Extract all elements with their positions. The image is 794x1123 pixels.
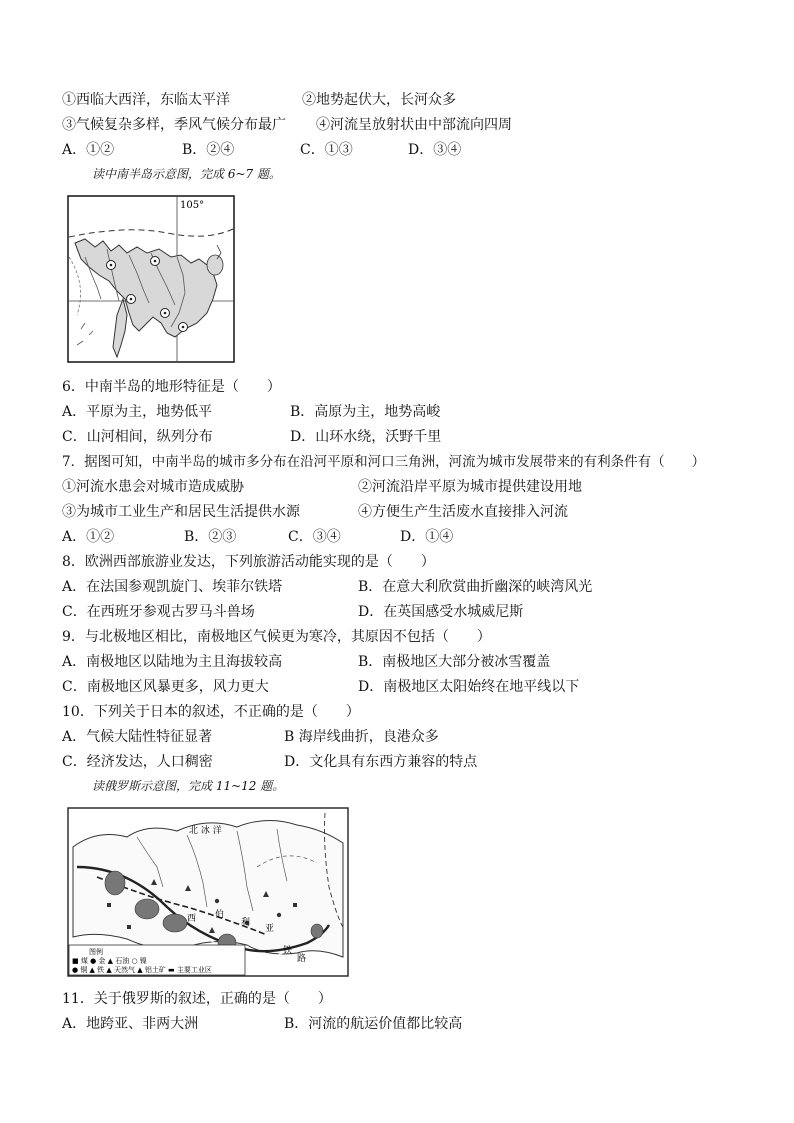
- region-label-3: 利: [241, 918, 251, 928]
- q7-item-2: ②河流沿岸平原为城市提供建设用地: [358, 479, 582, 495]
- q7-option-b: B．②③: [184, 529, 237, 545]
- q8-stem: 8．欧洲西部旅游业发达，下列旅游活动能实现的是（ ）: [62, 554, 435, 570]
- instruction-11-12: 读俄罗斯示意图，完成 11~12 题。: [92, 779, 285, 793]
- q9-option-a: A．南极地区以陆地为主且海拔较高: [62, 654, 283, 670]
- legend-row-1: ■ 煤 ● 金 ▲ 石油 ○ 镍: [72, 957, 147, 965]
- q5-item-2: ②地势起伏大，长河众多: [302, 92, 456, 108]
- q9-option-d: D．南极地区太阳始终在地平线以下: [358, 679, 580, 695]
- q7-stem: 7．据图可知，中南半岛的城市多分布在沿河平原和河口三角洲，河流为城市发展带来的有利条件有（ ）: [62, 454, 706, 470]
- russia-map: [67, 807, 349, 977]
- q5-item-1: ①西临大西洋，东临太平洋: [62, 92, 230, 108]
- ocean-label: 北 冰 洋: [189, 826, 222, 836]
- rail-label-2: 路: [297, 954, 307, 964]
- q5-item-3: ③气候复杂多样，季风气候分布最广: [62, 117, 286, 133]
- q7-item-4: ④方便生产生活废水直接排入河流: [358, 504, 568, 520]
- q9-option-b: B．南极地区大部分被冰雪覆盖: [358, 654, 551, 670]
- q5-item-4: ④河流呈放射状由中部流向四周: [316, 117, 512, 133]
- legend-row-2: ● 铜 ▲ 铁 ▲ 天然气 ▲ 铝土矿 ▬ 主要工业区: [72, 966, 212, 974]
- q6-option-a: A．平原为主，地势低平: [62, 404, 213, 420]
- q5-option-d: D．③④: [408, 142, 462, 158]
- rail-label-1: 铁: [283, 946, 293, 956]
- q10-option-c: C．经济发达，人口稠密: [62, 754, 213, 770]
- q9-option-c: C．南极地区风暴更多，风力更大: [62, 679, 269, 695]
- q10-option-b: B 海岸线曲折，良港众多: [284, 729, 439, 745]
- q8-option-b: B．在意大利欣赏曲折幽深的峡湾风光: [358, 579, 593, 595]
- q10-option-d: D．文化具有东西方兼容的特点: [284, 754, 478, 770]
- region-label-4: 亚: [265, 924, 275, 934]
- q7-item-1: ①河流水患会对城市造成威胁: [62, 479, 244, 495]
- region-label-2: 伯: [215, 910, 225, 920]
- q8-option-a: A．在法国参观凯旋门、埃菲尔铁塔: [62, 579, 283, 595]
- q5-option-a: A．①②: [62, 142, 115, 158]
- legend-title: 图例: [89, 948, 103, 956]
- longitude-label: 105°: [180, 200, 205, 211]
- q5-option-b: B．②④: [182, 142, 235, 158]
- q6-option-d: D．山环水绕，沃野千里: [290, 429, 442, 445]
- q9-stem: 9．与北极地区相比，南极地区气候更为寒冷，其原因不包括（ ）: [62, 629, 491, 645]
- q7-option-a: A．①②: [62, 529, 115, 545]
- region-label-1: 西: [187, 914, 197, 924]
- q10-stem: 10．下列关于日本的叙述，不正确的是（ ）: [62, 704, 360, 720]
- instruction-6-7: 读中南半岛示意图，完成 6~7 题。: [92, 167, 281, 181]
- q10-option-a: A．气候大陆性特征显著: [62, 729, 213, 745]
- q11-stem: 11．关于俄罗斯的叙述，正确的是（ ）: [62, 991, 332, 1007]
- q6-option-b: B．高原为主，地势高峻: [290, 404, 441, 420]
- q8-option-d: D．在英国感受水城威尼斯: [358, 604, 524, 620]
- q11-option-a: A．地跨亚、非两大洲: [62, 1016, 199, 1032]
- q6-stem: 6．中南半岛的地形特征是（ ）: [62, 379, 281, 395]
- indochina-map: [67, 195, 235, 363]
- q8-option-c: C．在西班牙参观古罗马斗兽场: [62, 604, 255, 620]
- q7-option-c: C．③④: [288, 529, 341, 545]
- q7-option-d: D．①④: [400, 529, 454, 545]
- q7-item-3: ③为城市工业生产和居民生活提供水源: [62, 504, 300, 520]
- q11-option-b: B．河流的航运价值都比较高: [284, 1016, 463, 1032]
- q6-option-c: C．山河相间，纵列分布: [62, 429, 213, 445]
- q5-option-c: C．①③: [300, 142, 353, 158]
